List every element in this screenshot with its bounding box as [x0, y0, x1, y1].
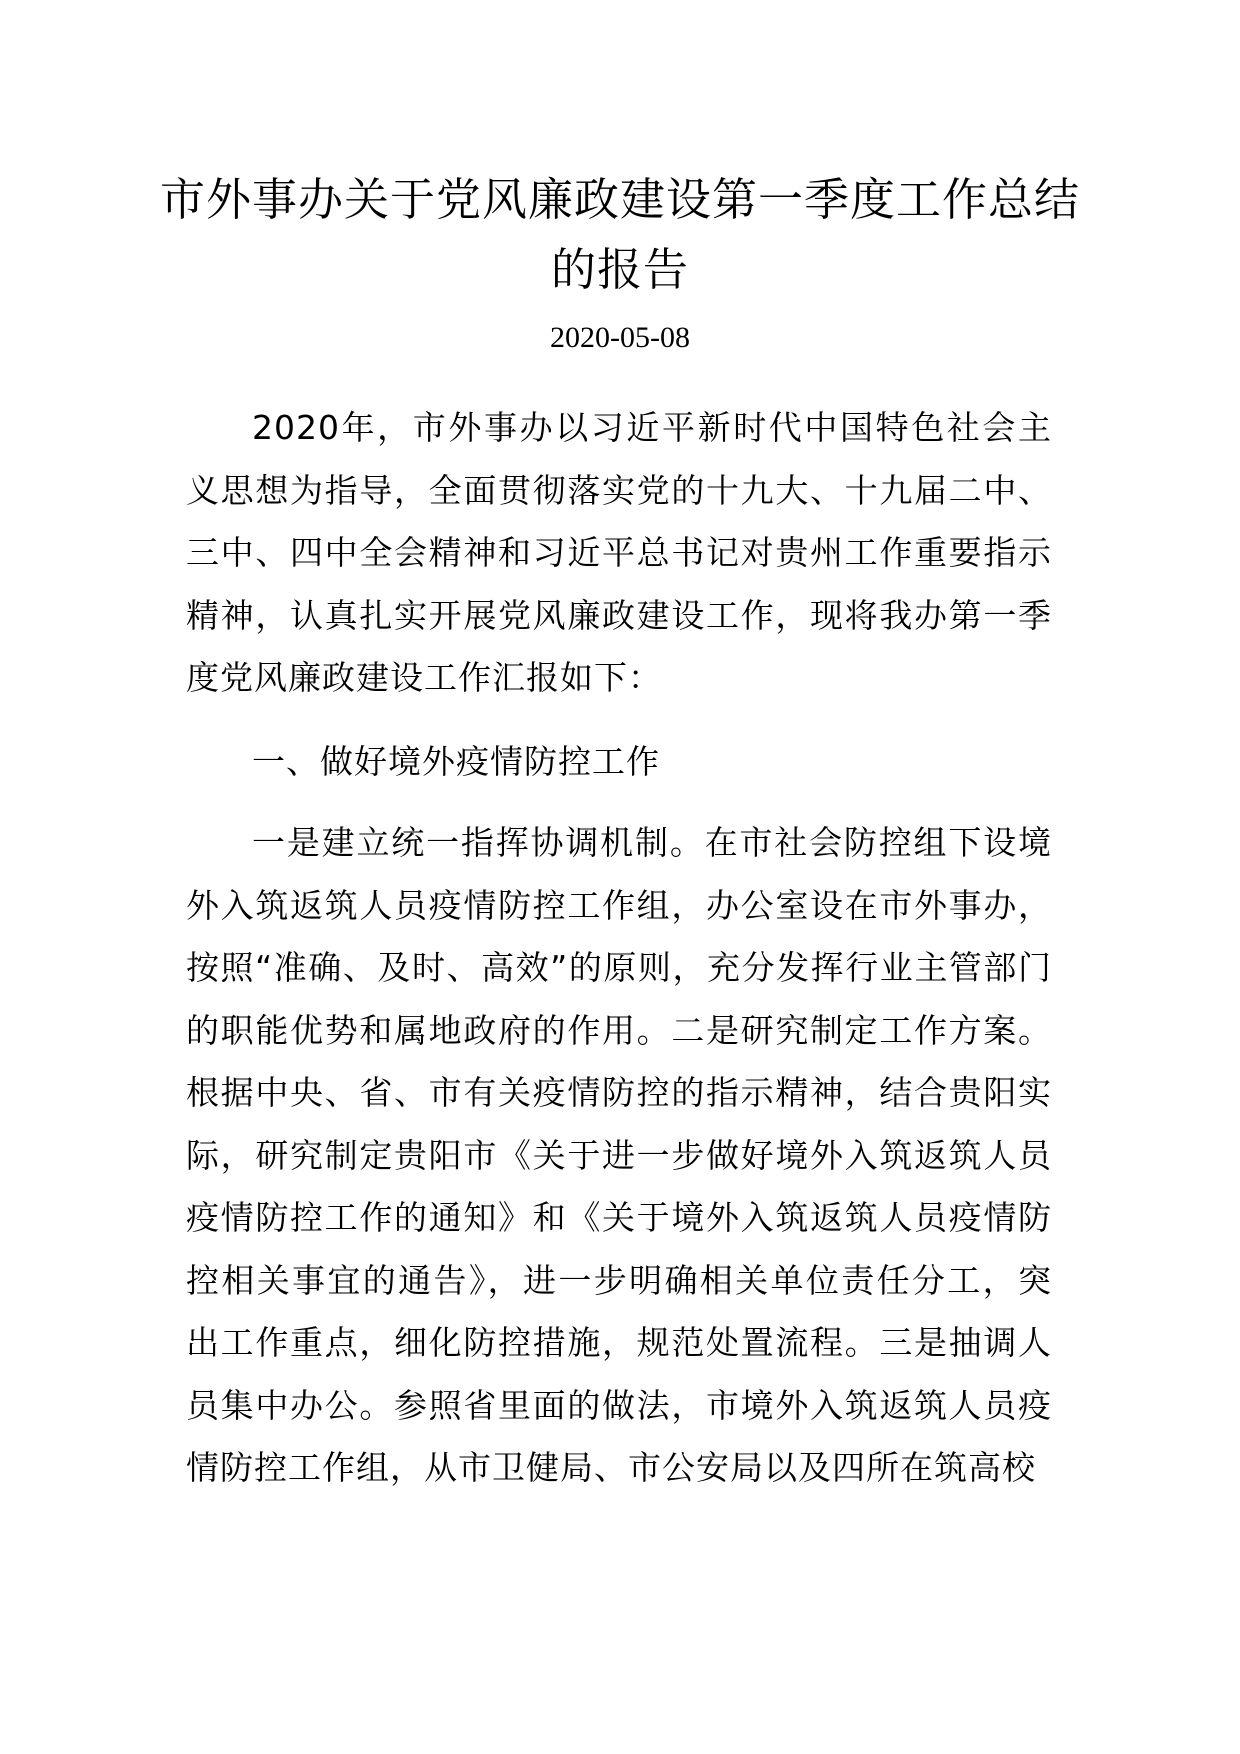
- body-paragraph: 一是建立统一指挥协调机制。在市社会防控组下设境外入筑返筑人员疫情防控工作组，办公室设在市外事办，按照“准确、及时、高效”的原则，充分发挥行业主管部门的职能优势和属地政府的作用。二是研究制定工作方案。根据中央、省、市有关疫情防控的指示精神，结合贵阳实际，研究制定贵阳市《关于进一步做好境外入筑返筑人员疫情防控工作的通知》和《关于境外入筑返筑人员疫情防控相关事宜的通告》，进一步明确相关单位责任分工，突出工作重点，细化防控措施，规范处置流程。三是抽调人员集中办公。参照省里面的做法，市境外入筑返筑人员疫情防控工作组，从市卫健局、市公安局以及四所在筑高校: [186, 823, 1052, 1487]
- document-date: 2020-05-08: [550, 321, 690, 354]
- body-paragraph: 2020年，市外事办以习近平新时代中国特色社会主义思想为指导，全面贯彻落实党的十九大、十九届二中、三中、四中全会精神和习近平总书记对贵州工作重要指示精神，认真扎实开展党风廉政建设工作，现将我办第一季度党风廉政建设工作汇报如下：: [186, 408, 1052, 697]
- document-title: 市外事办关于党风廉政建设第一季度工作总结的报告: [159, 173, 1080, 296]
- section-heading: 一、做好境外疫情防控工作: [252, 742, 660, 781]
